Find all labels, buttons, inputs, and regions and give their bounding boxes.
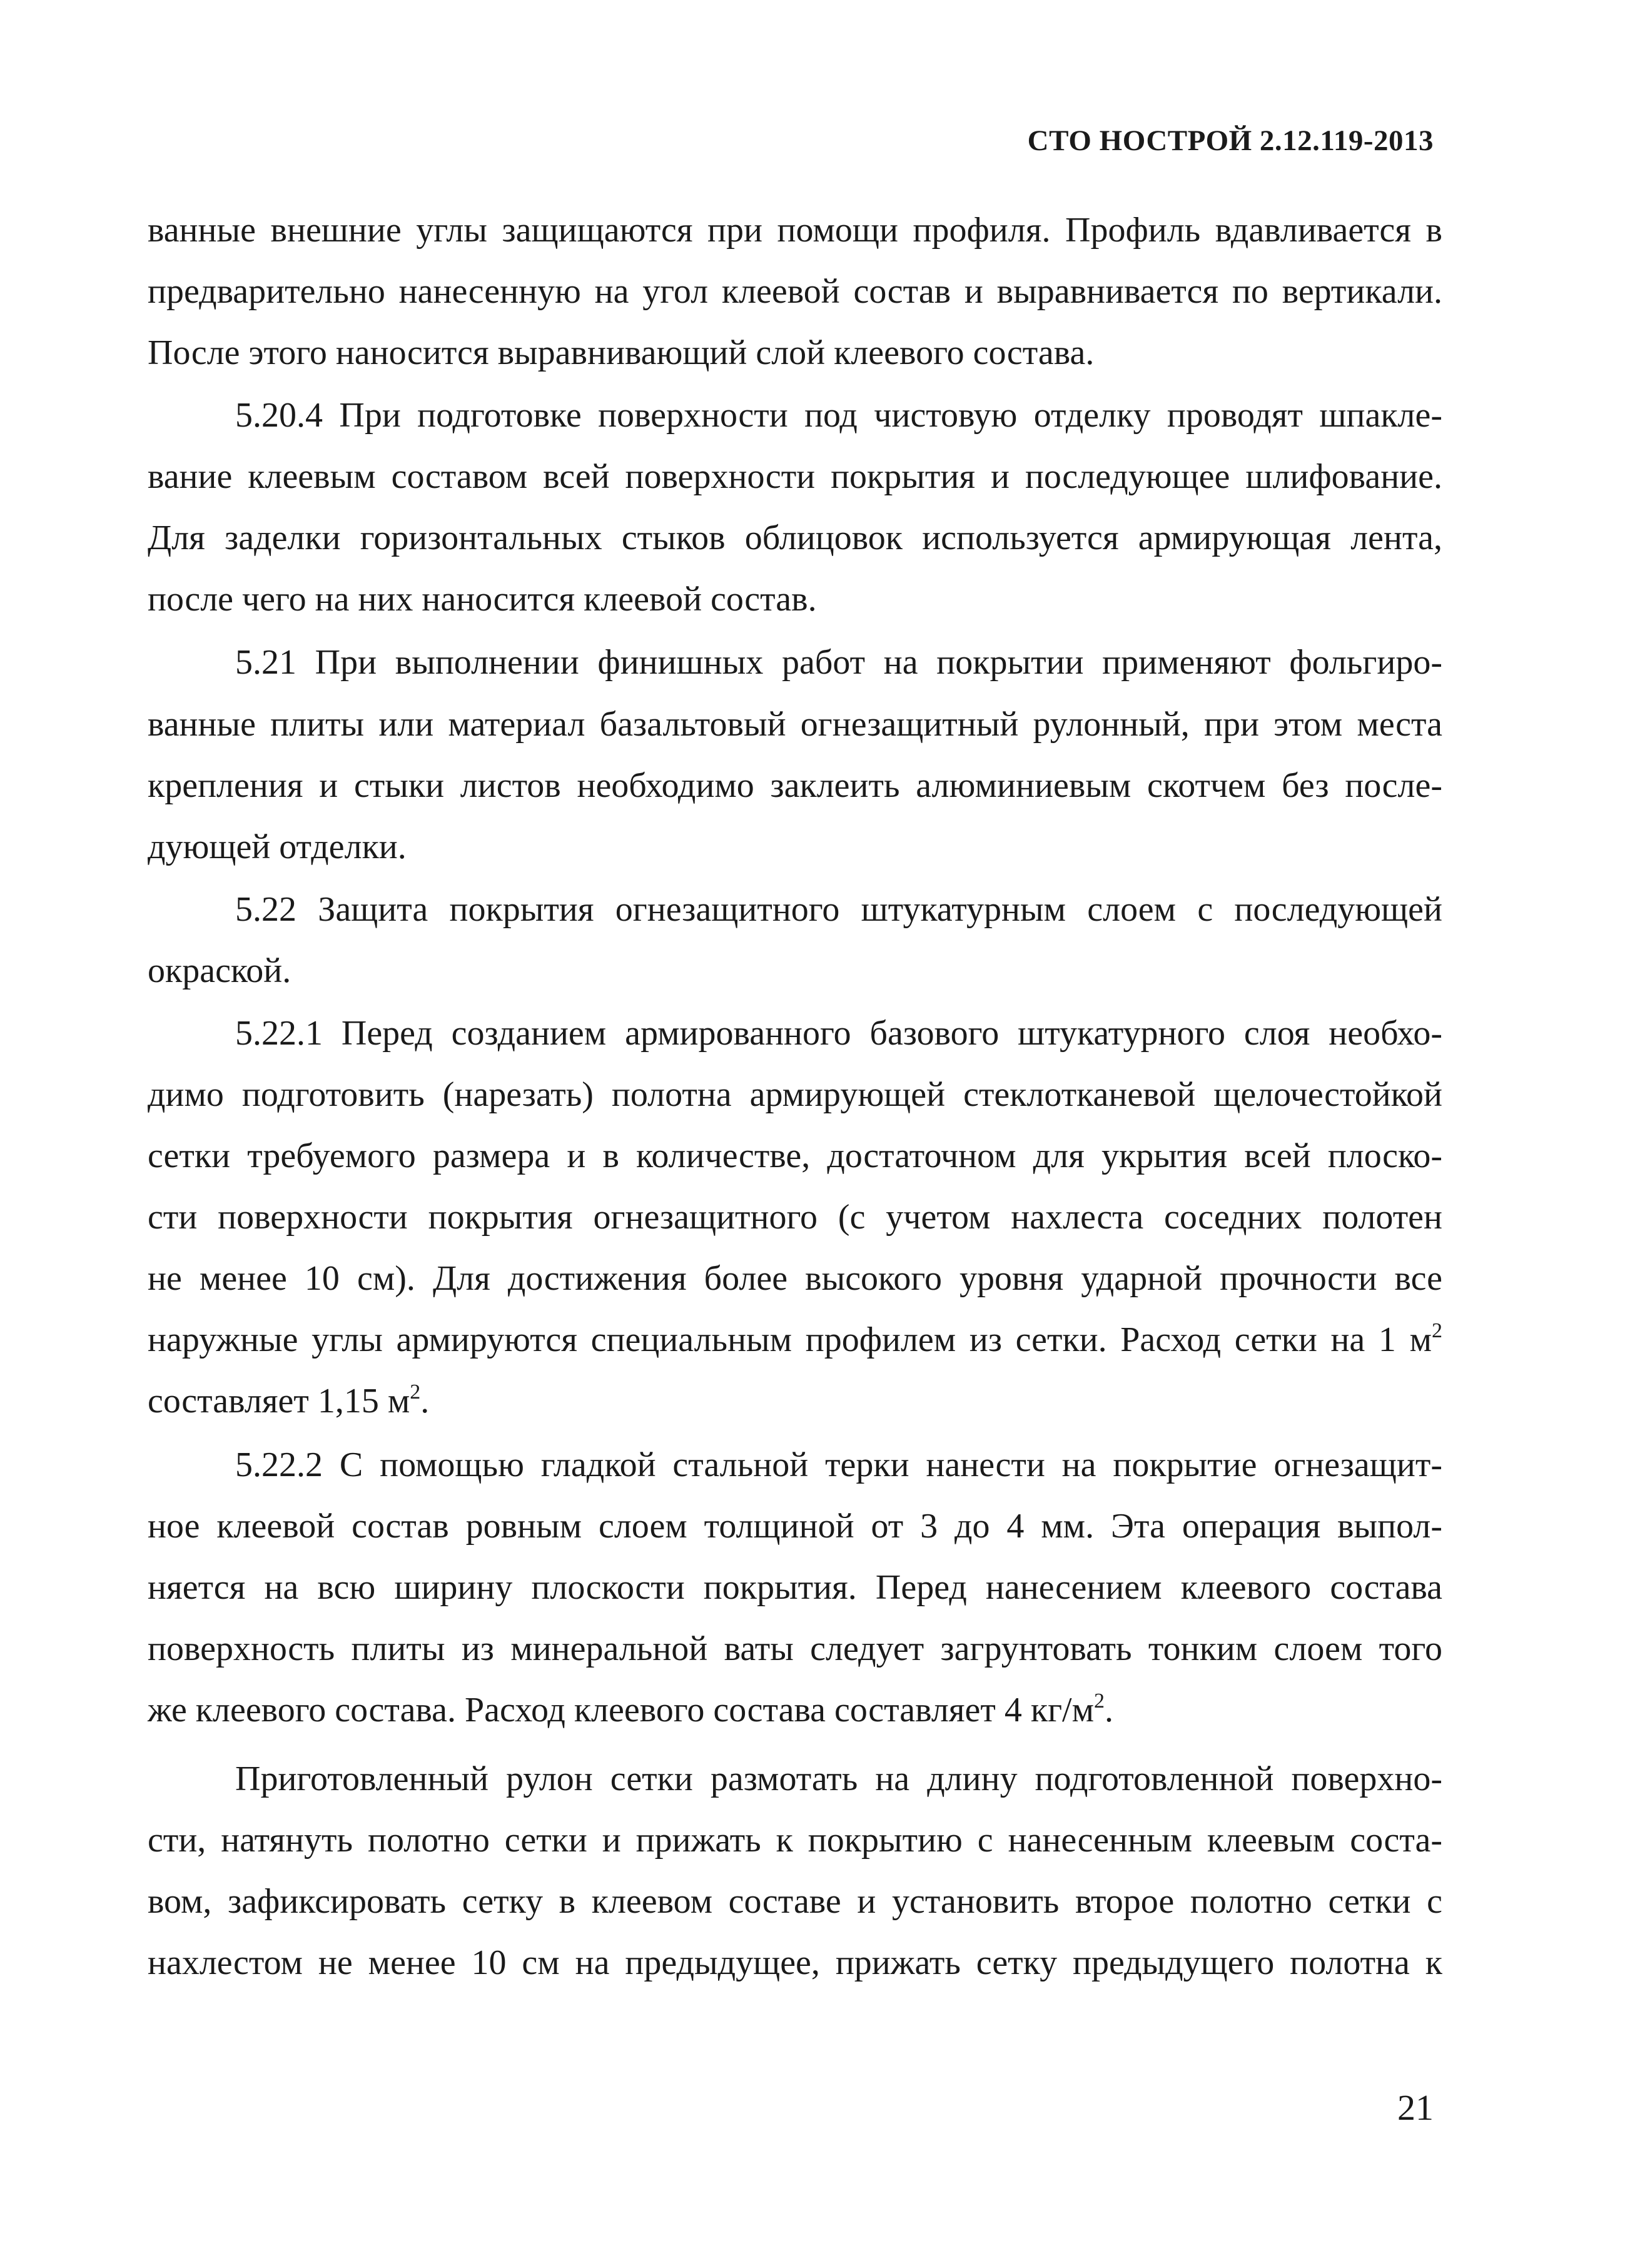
text-line: После этого наносится выравнивающий слой клеевого состава.	[148, 333, 1095, 372]
superscript: 2	[1432, 1319, 1442, 1342]
text-line-content: составляет 1,15 м	[148, 1382, 410, 1420]
text-line: Для заделки горизонтальных стыков облицовок используется армирующая лента,	[148, 519, 1442, 557]
superscript: 2	[1094, 1689, 1105, 1713]
text-line-content: же клеевого состава. Расход клеевого состава составляет 4 кг/м	[148, 1691, 1095, 1729]
text-line: ванные внешние углы защищаются при помощи профиля. Профиль вдавливается в	[148, 211, 1442, 250]
paragraph-start-5-20-4: 5.20.4 При подготовке поверхности под чистовую отделку проводят шпакле-	[235, 396, 1442, 435]
text-line: сетки требуемого размера и в количестве, достаточном для укрытия всей плоско-	[148, 1137, 1442, 1175]
text-line: поверхность плиты из минеральной ваты следует загрунтовать тонким слоем того	[148, 1629, 1442, 1668]
page-number: 21	[1397, 2087, 1434, 2128]
sentence-period: .	[420, 1382, 430, 1420]
paragraph-start-prepared-roll: Приготовленный рулон сетки размотать на длину подготовленной поверхно-	[235, 1759, 1442, 1798]
superscript: 2	[410, 1380, 421, 1404]
paragraph-start-5-21: 5.21 При выполнении финишных работ на покрытии применяют фольгиро-	[235, 643, 1442, 682]
text-line: няется на всю ширину плоскости покрытия. Перед нанесением клеевого состава	[148, 1568, 1442, 1607]
text-line: дующей отделки.	[148, 828, 407, 866]
paragraph-start-5-22-2: 5.22.2 С помощью гладкой стальной терки нанести на покрытие огнезащит-	[235, 1445, 1442, 1484]
text-line-with-superscript	[148, 1689, 1442, 1734]
text-line: предварительно нанесенную на угол клеевой состав и выравнивается по вертикали.	[148, 272, 1442, 311]
paragraph-start-5-22-1: 5.22.1 Перед созданием армированного базового штукатурного слоя необхо-	[235, 1014, 1442, 1053]
text-line: сти, натянуть полотно сетки и прижать к покрытию с нанесенным клеевым соста-	[148, 1821, 1442, 1860]
text-line: ванные плиты или материал базальтовый огнезащитный рулонный, при этом места	[148, 705, 1442, 744]
text-line-with-superscript	[148, 1319, 1442, 1364]
text-line: ное клеевой состав ровным слоем толщиной от 3 до 4 мм. Эта операция выпол-	[148, 1507, 1442, 1546]
text-line: крепления и стыки листов необходимо заклеить алюминиевым скотчем без после-	[148, 766, 1442, 805]
sentence-period: .	[1105, 1691, 1114, 1729]
text-line-with-superscript	[148, 1380, 1442, 1425]
text-line: после чего на них наносится клеевой состав.	[148, 580, 817, 619]
text-line: окраской.	[148, 951, 291, 990]
text-line: нахлестом не менее 10 см на предыдущее, прижать сетку предыдущего полотна к	[148, 1943, 1442, 1982]
document-code-header: СТО НОСТРОЙ 2.12.119-2013	[1027, 124, 1434, 157]
paragraph-start-5-22: 5.22 Защита покрытия огнезащитного штукатурным слоем с последующей	[235, 890, 1442, 929]
text-line: вом, зафиксировать сетку в клеевом составе и установить второе полотно сетки с	[148, 1882, 1442, 1921]
text-line-content: наружные углы армируются специальным профилем из сетки. Расход сетки на 1 м	[148, 1320, 1432, 1359]
text-line: не менее 10 см). Для достижения более высокого уровня ударной прочности все	[148, 1259, 1442, 1298]
text-line: вание клеевым составом всей поверхности покрытия и последующее шлифование.	[148, 457, 1442, 496]
text-line: димо подготовить (нарезать) полотна армирующей стеклотканевой щелочестойкой	[148, 1075, 1442, 1114]
text-line: сти поверхности покрытия огнезащитного (с учетом нахлеста соседних полотен	[148, 1198, 1442, 1237]
